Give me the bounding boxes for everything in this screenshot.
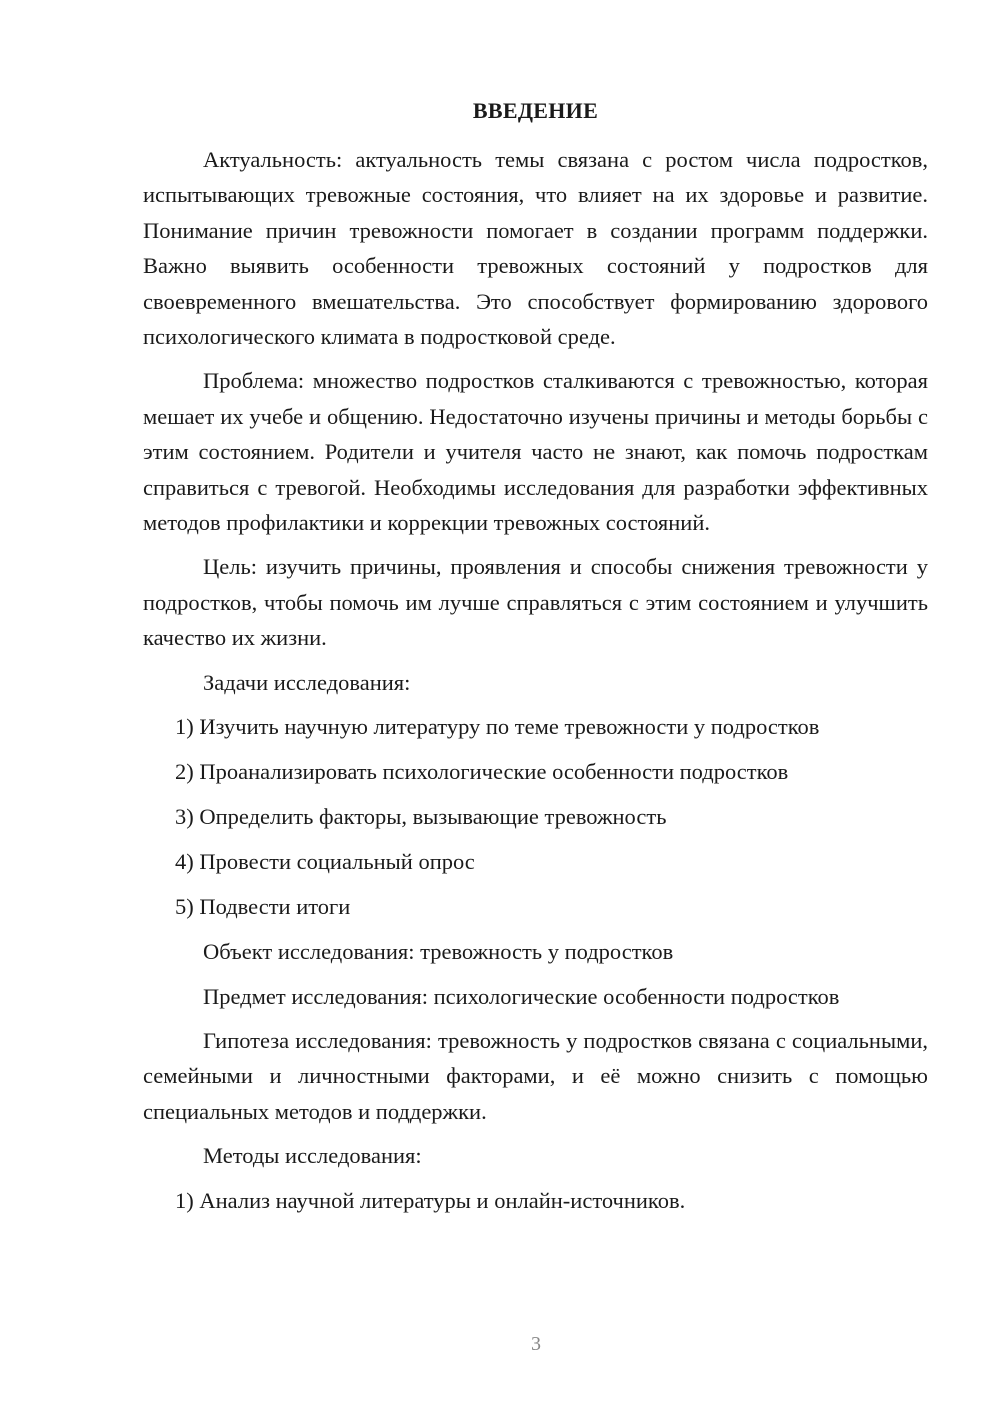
- goal-paragraph: Цель: изучить причины, проявления и способы снижения тревожности у подростков, чтобы помочь им лучше справляться с этим состоянием и улучшить качество их жизни.: [143, 554, 928, 651]
- task-item: 5) Подвести итоги: [175, 894, 351, 920]
- tasks-list: [143, 709, 928, 924]
- tasks-heading: Задачи исследования:: [203, 669, 411, 695]
- section-title: ВВЕДЕНИЕ: [472, 98, 599, 123]
- problem-paragraph: Проблема: множество подростков сталкиваются с тревожностью, которая мешает их учебе и общению. Недостаточно изучены причины и методы борьбы с этим состоянием. Родители и учителя часто не знают, как помочь подросткам справиться с тревогой. Необходимы исследования для разработки эффективных методов профилактики и коррекции тревожных состояний.: [143, 368, 928, 536]
- task-item: 3) Определить факторы, вызывающие тревожность: [175, 804, 667, 830]
- subject-paragraph: Предмет исследования: психологические особенности подростков: [203, 983, 840, 1009]
- hypothesis-paragraph: Гипотеза исследования: тревожность у подростков связана с социальными, семейными и личностными факторами, и её можно снизить с помощью специальных методов и поддержки.: [143, 1027, 928, 1124]
- object-paragraph: Объект исследования: тревожность у подростков: [203, 939, 674, 965]
- methods-heading: Методы исследования:: [203, 1143, 422, 1169]
- task-item: 4) Провести социальный опрос: [175, 849, 475, 875]
- page-number: 3: [531, 1333, 541, 1355]
- document-body: [143, 142, 928, 1228]
- task-item: 2) Проанализировать психологические особенности подростков: [175, 759, 789, 785]
- method-item: 1) Анализ научной литературы и онлайн-источников.: [175, 1187, 686, 1213]
- methods-list: [143, 1183, 928, 1218]
- relevance-paragraph: Актуальность: актуальность темы связана с ростом числа подростков, испытывающих тревожные состояния, что влияет на их здоровье и развитие. Понимание причин тревожности помогает в создании программ поддержки. Важно выявить особенности тревожных состояний у подростков для своевременного вмешательства. Это способствует формированию здорового психологического климата в подростковой среде.: [143, 147, 928, 350]
- task-item: 1) Изучить научную литературу по теме тревожности у подростков: [175, 714, 820, 740]
